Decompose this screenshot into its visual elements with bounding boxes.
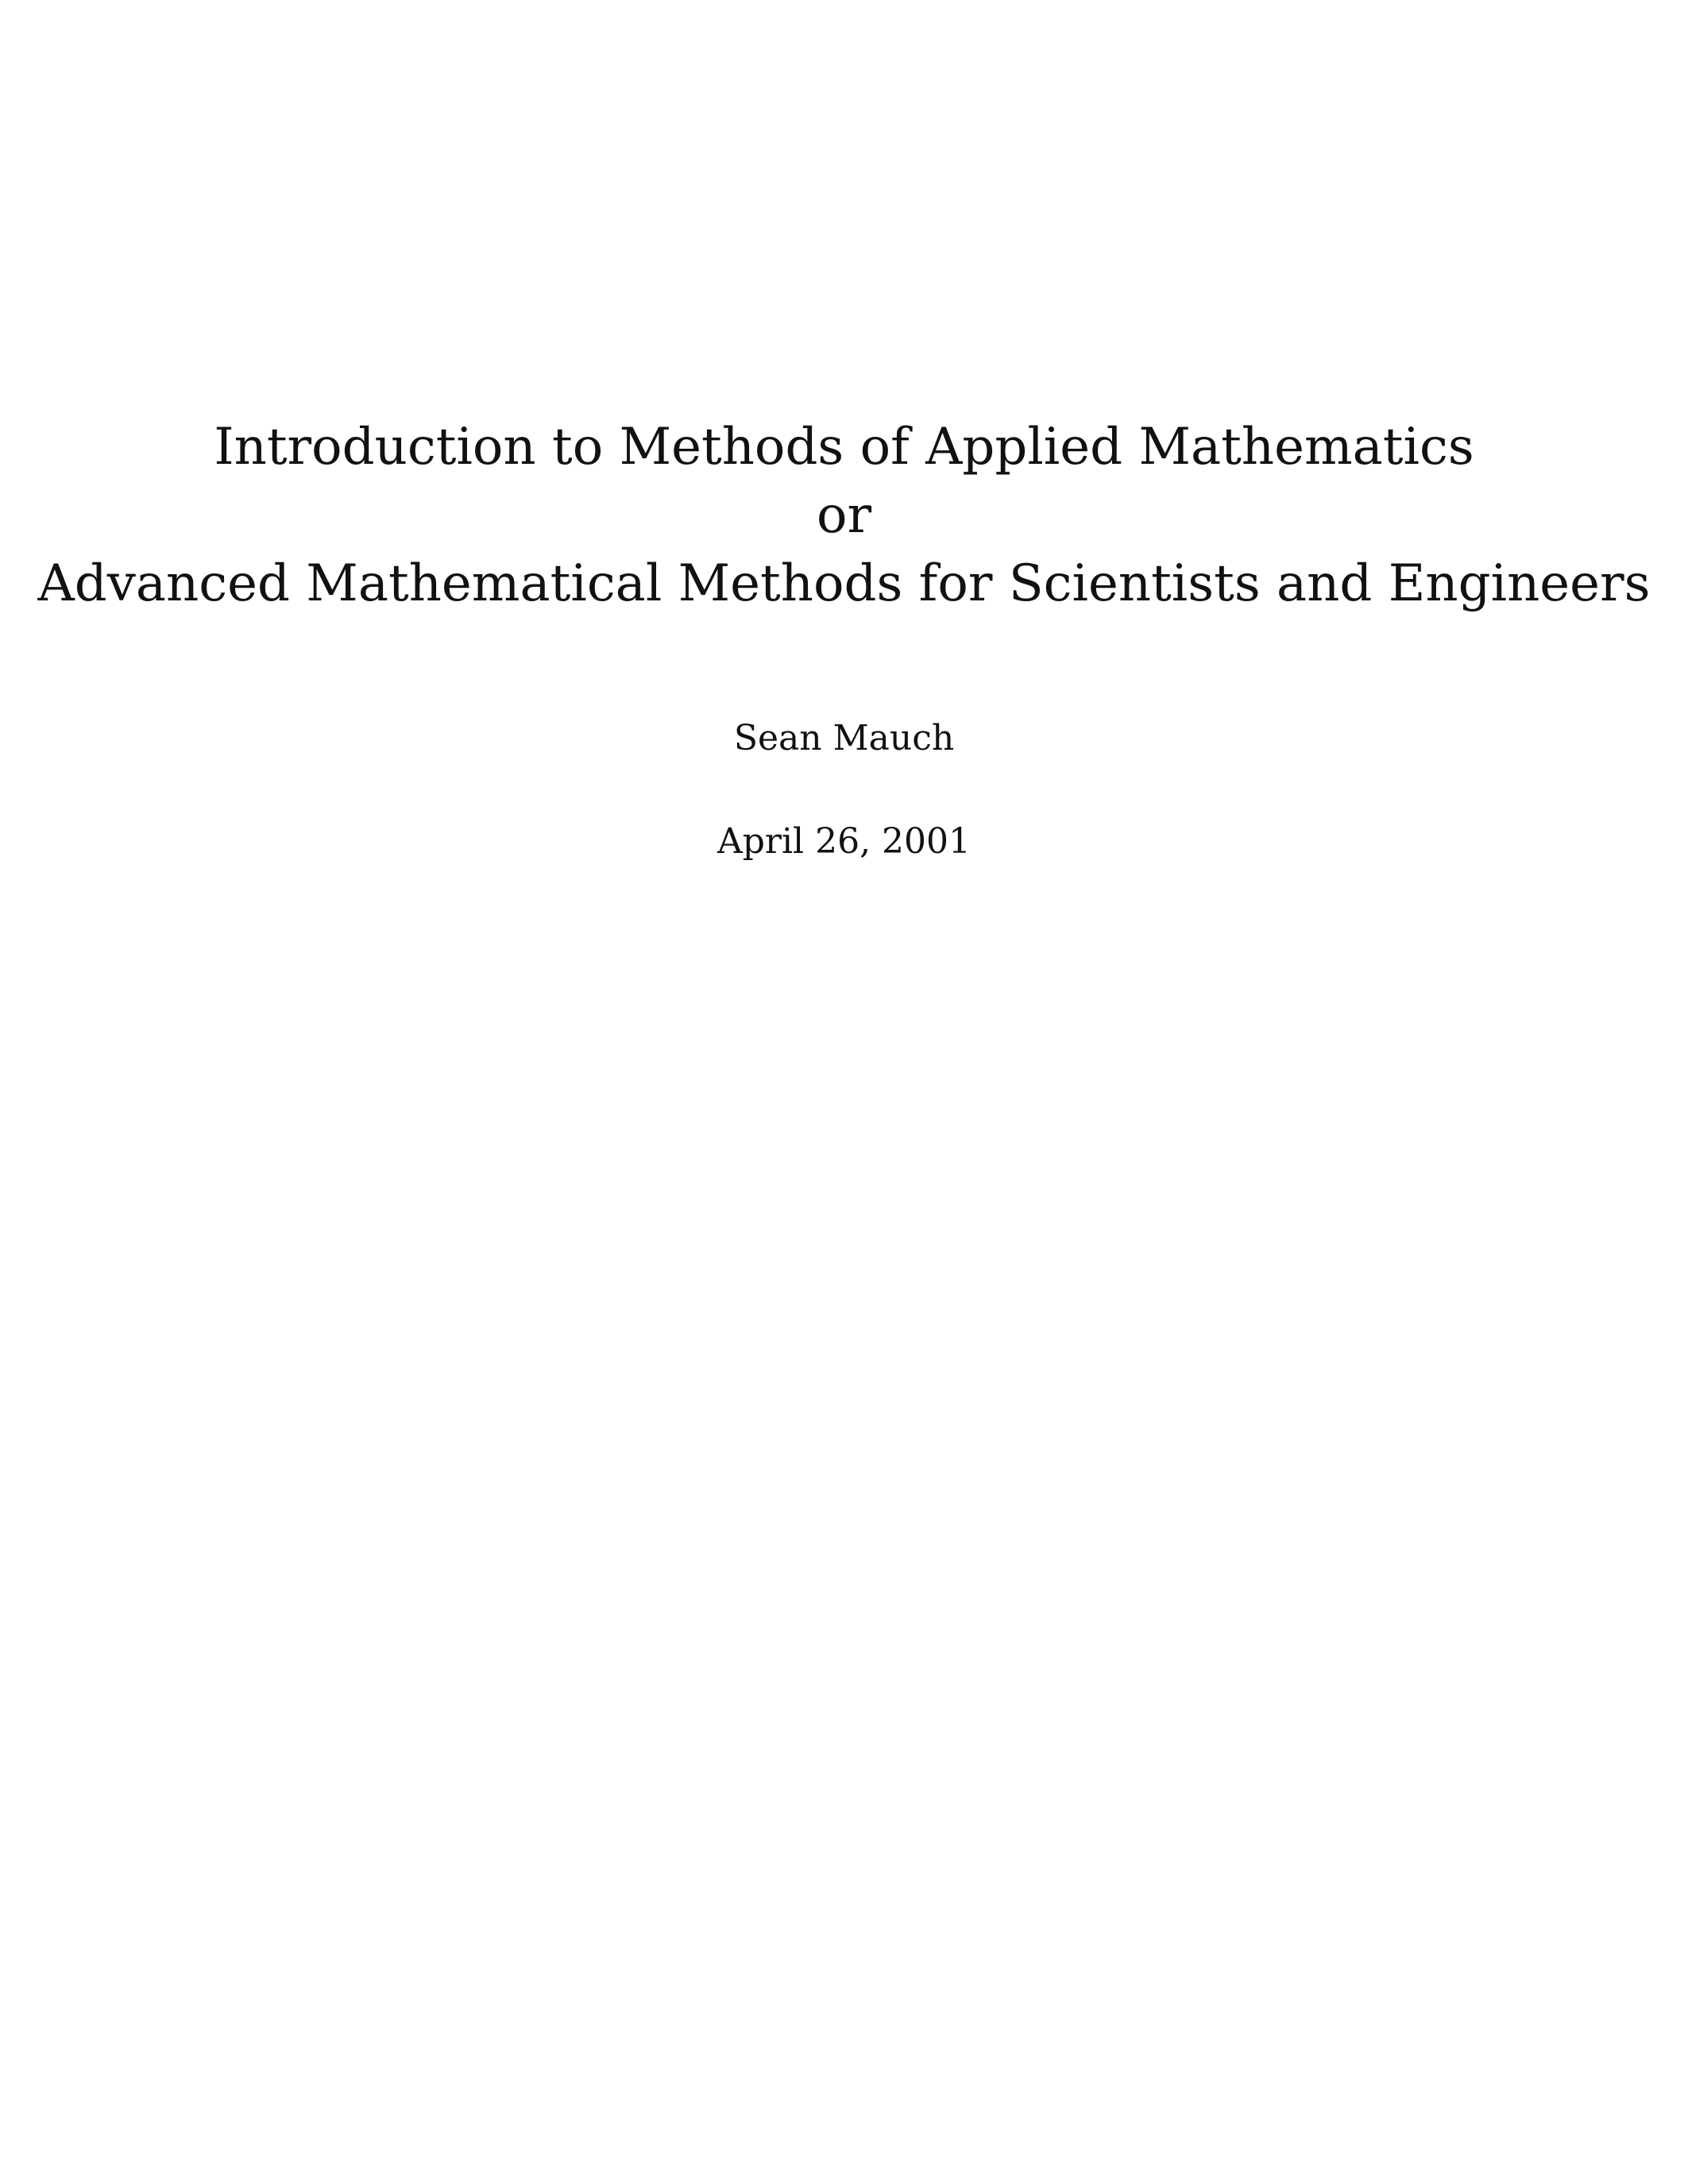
title-conjunction: or xyxy=(816,486,872,545)
alternate-title: Advanced Mathematical Methods for Scientists and Engineers xyxy=(37,554,1651,613)
title-block xyxy=(0,413,1688,618)
primary-title: Introduction to Methods of Applied Mathematics xyxy=(214,418,1474,477)
publication-date: April 26, 2001 xyxy=(717,821,971,862)
author-name: Sean Mauch xyxy=(733,718,955,758)
